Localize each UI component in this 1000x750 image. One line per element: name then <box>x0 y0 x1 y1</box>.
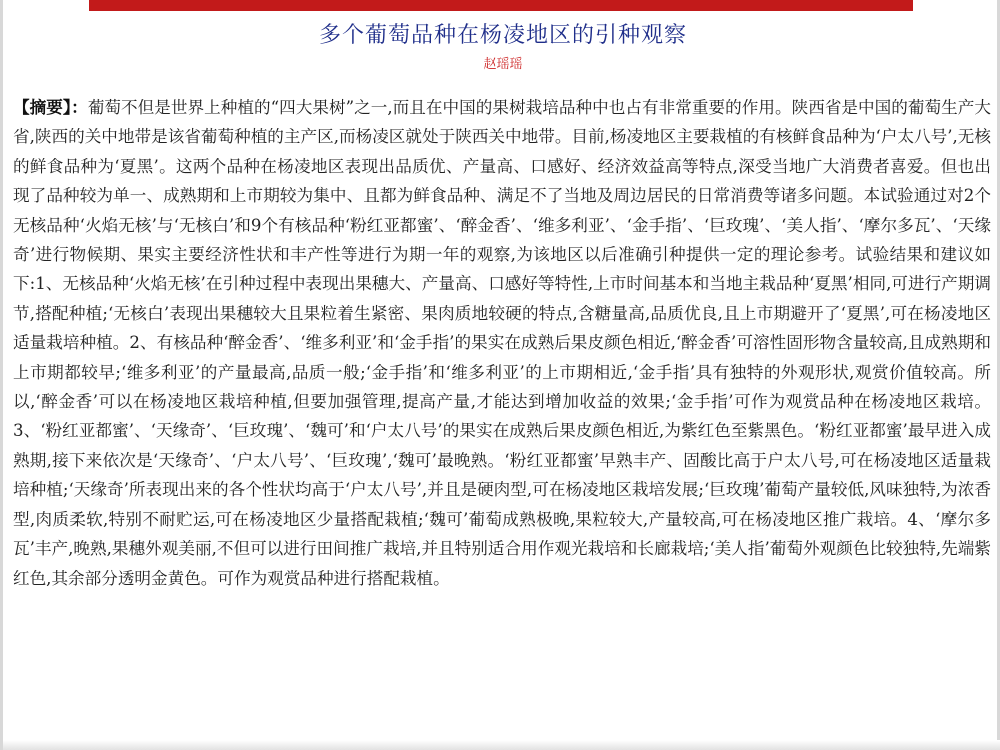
abstract-text: 葡萄不但是世界上种植的“四大果树”之一,而且在中国的果树栽培品种中也占有非常重要的作用。陕西省是中国的葡萄生产大省,陕西的关中地带是该省葡萄种植的主产区,而杨凌区就处于陕西关中地带。目前,杨凌地区主要栽植的有核鲜食品种为‘户太八号’,无核的鲜食品种为‘夏黑’。这两个品种在杨凌地区表现出品质优、产量高、口感好、经济效益高等特点,深受当地广大消费者喜爱。但也出现了品种较为单一、成熟期和上市期较为集中、且都为鲜食品种、满足不了当地及周边居民的日常消费等诸多问题。本试验通过对2个无核品种‘火焰无核’与‘无核白’和9个有核品种‘粉红亚都蜜’、‘醉金香’、‘维多利亚’、‘金手指’、‘巨玫瑰’、‘美人指’、‘摩尔多瓦’、‘天缘奇’进行物候期、果实主要经济性状和丰产性等进行为期一年的观察,为该地区以后准确引种提供一定的理论参考。试验结果和建议如下:1、无核品种‘火焰无核’在引种过程中表现出果穗大、产量高、口感好等特性,上市时间基本和当地主栽品种‘夏黑’相同,可进行产期调节,搭配种植;‘无核白’表现出果穗较大且果粒着生紧密、果肉质地较硬的特点,含糖量高,品质优良,且上市期避开了‘夏黑’,可在杨凌地区适量栽培种植。2、有核品种‘醉金香’、‘维多利亚’和‘金手指’的果实在成熟后果皮颜色相近,‘醉金香’可溶性固形物含量较高,且成熟期和上市期都较早;‘维多利亚’的产量最高,品质一般;‘金手指’和‘维多利亚’的上市期相近,‘金手指’具有独特的外观形状,观赏价值较高。所以,‘醉金香’可以在杨凌地区栽培种植,但要加强管理,提高产量,才能达到增加收益的效果;‘金手指’可作为观赏品种在杨凌地区栽培。3、‘粉红亚都蜜’、‘天缘奇’、‘巨玫瑰’、‘魏可’和‘户太八号’的果实在成熟后果皮颜色相近,为紫红色至紫黑色。‘粉红亚都蜜’最早进入成熟期,接下来依次是‘天缘奇’、‘户太八号’、‘巨玫瑰’,‘魏可’最晚熟。‘粉红亚都蜜’早熟丰产、固酸比高于户太八号,可在杨凌地区适量栽培种植;‘天缘奇’所表现出来的各个性状均高于‘户太八号’,并且是硬肉型,可在杨凌地区栽培发展;‘巨玫瑰’葡萄产量较低,风味独特,为浓香型,肉质柔软,特别不耐贮运,可在杨凌地区少量搭配栽植;‘魏可’葡萄成熟极晚,果粒较大,产量较高,可在杨凌地区推广栽培。4、‘摩尔多瓦’丰产,晚熟,果穗外观美丽,不但可以进行田间推广栽培,并且特别适合用作观光栽培和长廊栽培;‘美人指’葡萄外观颜色比较独特,先端紫红色,其余部分透明金黄色。可作为观赏品种进行搭配栽植。 <box>13 98 991 588</box>
header-accent-bar <box>89 0 913 11</box>
page-bottom-edge <box>3 740 1000 750</box>
abstract-paragraph <box>13 93 991 593</box>
abstract-label: 【摘要】： <box>13 97 88 117</box>
document-title: 多个葡萄品种在杨凌地区的引种观察 <box>318 23 687 48</box>
document-author: 赵瑶瑶 <box>483 57 523 72</box>
